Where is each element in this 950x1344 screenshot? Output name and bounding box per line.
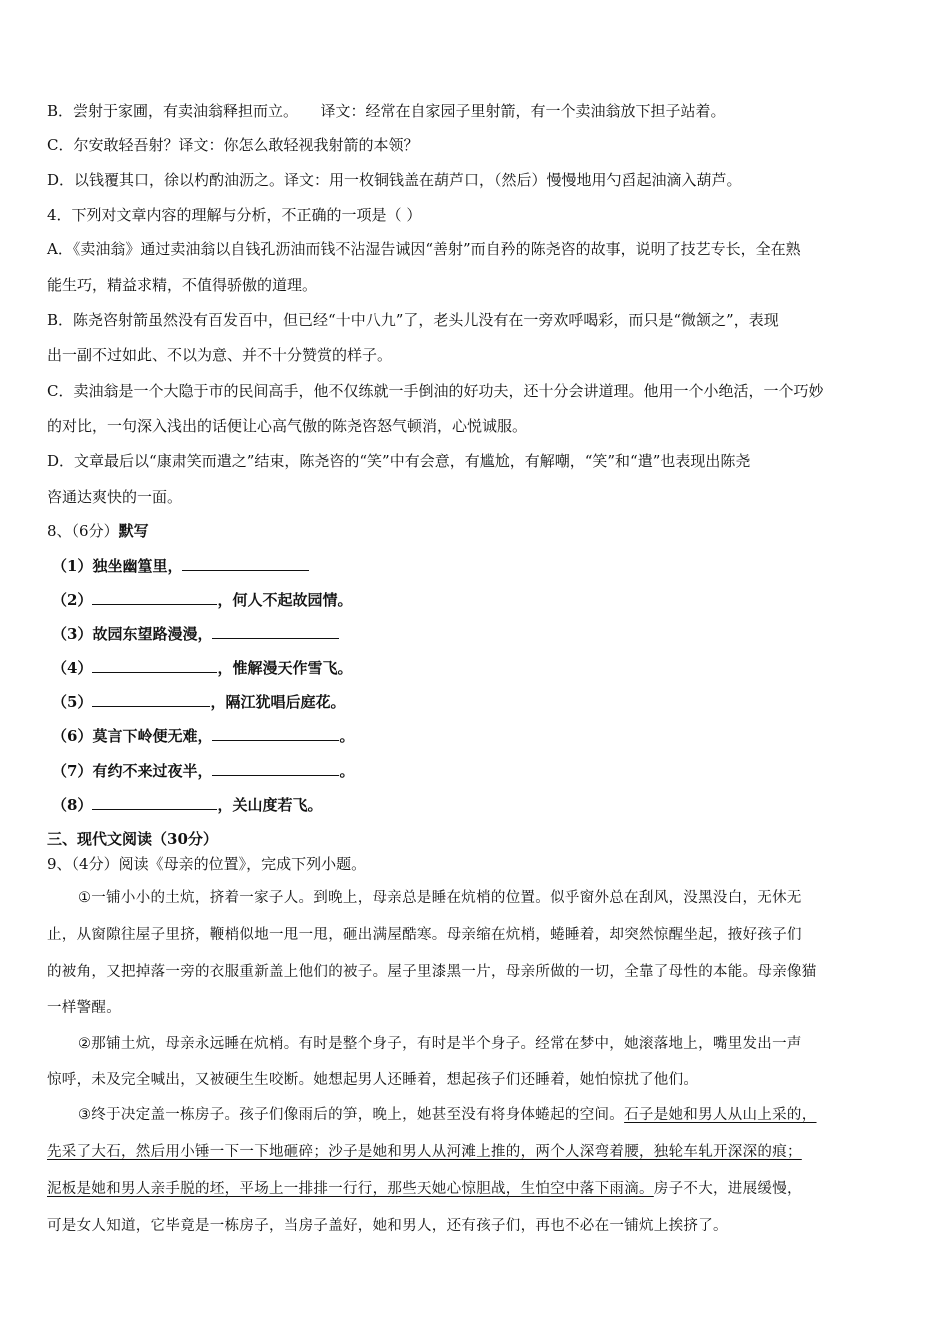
q8-item-number: （5） bbox=[52, 693, 93, 711]
passage-p3-line3 bbox=[47, 1179, 802, 1199]
q8-item-number: （7） bbox=[52, 762, 93, 780]
passage-text: ③终于决定盖一栋房子。孩子们像雨后的笋，晚上，她甚至没有将身体蜷起的空间。 bbox=[78, 1107, 625, 1123]
q4-option-b-line2: 出一副不过如此、不以为意、并不十分赞赏的样子。 bbox=[47, 346, 393, 364]
q4-option-d-line2: 咨通达爽快的一面。 bbox=[47, 488, 183, 506]
q8-item-number: （1） bbox=[52, 557, 93, 575]
answer-blank[interactable] bbox=[212, 760, 339, 776]
answer-blank[interactable] bbox=[92, 589, 217, 605]
passage-text: 房子不大，进展缓慢， bbox=[653, 1181, 802, 1197]
q3-option-b: B．尝射于家圃，有卖油翁释担而立。 译文：经常在自家园子里射箭，有一个卖油翁放下担子站着。 bbox=[47, 102, 726, 120]
q4-option-b-line1: B．陈尧咨射箭虽然没有百发百中，但已经“十中八九”了，老头儿没有在一旁欢呼喝彩，而只是“微颔之”，表现 bbox=[47, 311, 779, 329]
q8-header-title: 默写 bbox=[118, 522, 149, 540]
q4-option-a-line1: A．《卖油翁》通过卖油翁以自钱孔沥油而钱不沾湿告诫因“善射”而自矜的陈尧咨的故事，说明了技艺专长，全在熟 bbox=[47, 240, 801, 258]
q8-item-2 bbox=[52, 589, 352, 610]
q9-stem: 9、（4分）阅读《母亲的位置》，完成下列小题。 bbox=[47, 855, 367, 873]
passage-p1-line4: 一样警醒。 bbox=[47, 1000, 121, 1016]
q8-item-text: ，关山度若飞。 bbox=[217, 796, 323, 814]
q8-item-7 bbox=[52, 760, 354, 781]
q3-option-d: D．以钱覆其口，徐以杓酌油沥之。译文：用一枚铜钱盖在葫芦口，（然后）慢慢地用勺舀起油滴入葫芦。 bbox=[47, 171, 742, 189]
q8-item-text-end: 。 bbox=[339, 762, 355, 780]
q8-item-6 bbox=[52, 725, 354, 746]
section-3-title: 三、现代文阅读（30分） bbox=[47, 830, 218, 848]
q8-item-text: ，隔江犹唱后庭花。 bbox=[210, 693, 346, 711]
q4-stem: 4．下列对文章内容的理解与分析，不正确的一项是（ ） bbox=[47, 206, 422, 224]
passage-p3-line4: 可是女人知道，它毕竟是一栋房子，当房子盖好，她和男人，还有孩子们，再也不必在一铺炕上挨挤了。 bbox=[47, 1218, 728, 1234]
q4-option-d-line1: D．文章最后以“康肃笑而遣之”结束，陈尧咨的“笑”中有会意，有尴尬，有解嘲，“笑”和“遣”也表现出陈尧 bbox=[47, 452, 751, 470]
q8-item-1 bbox=[52, 555, 309, 576]
passage-p1-line1: ①一铺小小的土炕，挤着一家子人。到晚上，母亲总是睡在炕梢的位置。似乎窗外总在刮风，没黑没白，无休无 bbox=[78, 890, 802, 906]
q8-item-text-end: 。 bbox=[339, 727, 355, 745]
answer-blank[interactable] bbox=[212, 623, 339, 639]
q8-item-text: 故园东望路漫漫， bbox=[92, 625, 213, 643]
passage-p1-line2: 止，从窗隙往屋子里挤，鞭梢似地一甩一甩，砸出满屋酷寒。母亲缩在炕梢，蜷睡着，却突然惊醒坐起，掖好孩子们 bbox=[47, 927, 802, 943]
q8-item-text: 有约不来过夜半， bbox=[92, 762, 213, 780]
q8-item-3 bbox=[52, 623, 339, 644]
passage-p2-line2: 惊呼，未及完全喊出，又被硬生生咬断。她想起男人还睡着，想起孩子们还睡着，她怕惊扰了他们。 bbox=[47, 1072, 699, 1088]
q8-item-number: （6） bbox=[52, 727, 93, 745]
q8-item-4 bbox=[52, 657, 352, 678]
q4-option-c-line1: C．卖油翁是一个大隐于市的民间高手，他不仅练就一手倒油的好功夫，还十分会讲道理。他用一个小绝活，一个巧妙 bbox=[47, 382, 824, 400]
passage-p3-line1 bbox=[78, 1105, 817, 1125]
q8-item-number: （4） bbox=[52, 659, 93, 677]
q8-header bbox=[47, 521, 149, 541]
q8-item-text: ，惟解漫天作雪飞。 bbox=[217, 659, 353, 677]
q8-item-5 bbox=[52, 691, 345, 712]
q3-option-c: C．尔安敢轻吾射？译文：你怎么敢轻视我射箭的本领？ bbox=[47, 136, 419, 154]
q8-item-8 bbox=[52, 794, 322, 815]
q8-item-text: 独坐幽篁里， bbox=[92, 557, 183, 575]
q4-option-c-line2: 的对比，一句深入浅出的话便让心高气傲的陈尧咨怒气顿消，心悦诚服。 bbox=[47, 417, 528, 435]
q8-item-number: （3） bbox=[52, 625, 93, 643]
answer-blank[interactable] bbox=[182, 555, 309, 571]
q8-item-number: （8） bbox=[52, 796, 93, 814]
q8-item-text: 莫言下岭便无难， bbox=[92, 727, 213, 745]
q8-item-text: ，何人不起故园情。 bbox=[217, 591, 353, 609]
passage-p2-line1: ②那铺土炕，母亲永远睡在炕梢。有时是整个身子，有时是半个身子。经常在梦中，她滚落地上，嘴里发出一声 bbox=[78, 1036, 802, 1052]
q8-header-number: 8、（6分） bbox=[47, 522, 119, 540]
passage-p1-line3: 的被角，又把掉落一旁的衣服重新盖上他们的被子。屋子里漆黑一片，母亲所做的一切，全靠了母性的本能。母亲像猫 bbox=[47, 964, 817, 980]
passage-p3-line2: 先采了大石，然后用小锤一下一下地砸碎；沙子是她和男人从河滩上推的，两个人深弯着腰，独轮车轧开深深的痕； bbox=[47, 1144, 802, 1160]
answer-blank[interactable] bbox=[212, 725, 339, 741]
underlined-text: 泥板是她和男人亲手脱的坯，平场上一排排一行行，那些天她心惊胆战，生怕空中落下雨滴。 bbox=[47, 1181, 654, 1197]
underlined-text: 石子是她和男人从山上采的， bbox=[624, 1107, 817, 1123]
answer-blank[interactable] bbox=[92, 691, 210, 707]
q8-item-number: （2） bbox=[52, 591, 93, 609]
q4-option-a-line2: 能生巧，精益求精，不值得骄傲的道理。 bbox=[47, 276, 318, 294]
answer-blank[interactable] bbox=[92, 794, 217, 810]
answer-blank[interactable] bbox=[92, 657, 217, 673]
